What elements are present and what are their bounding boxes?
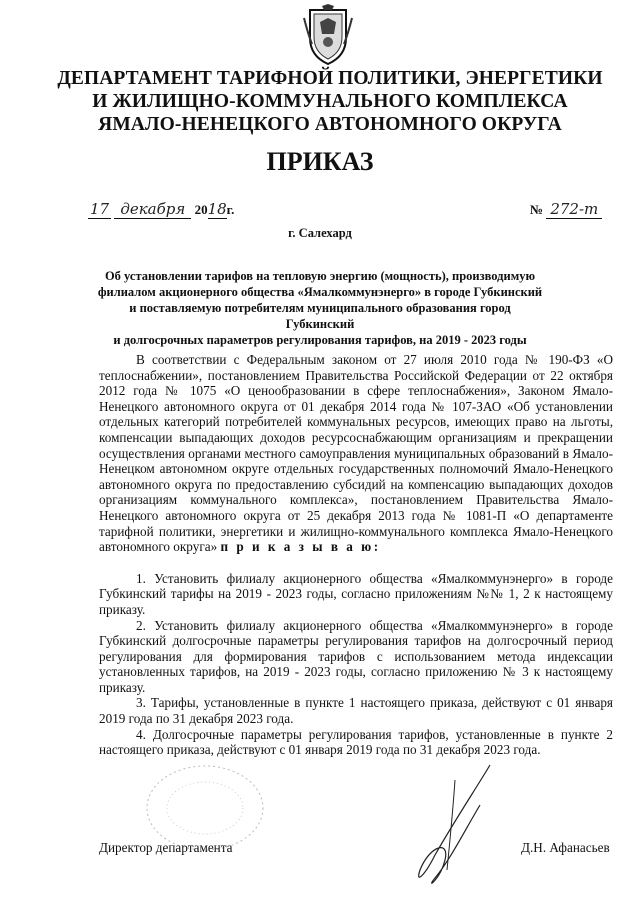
order-item-4: 4. Долгосрочные параметры регулирования тарифов, установленные в пункте 2 настоящего приказа, действуют с 01 января 2019 года по 31 декабря 2023 года. xyxy=(99,726,613,758)
organization-name-line-2: И ЖИЛИЩНО-КОММУНАЛЬНОГО КОМПЛЕКСА xyxy=(92,91,568,112)
order-subject xyxy=(95,268,545,348)
date-year-suffix: 18 xyxy=(207,200,227,218)
organization-name-line-1: ДЕПАРТАМЕНТ ТАРИФНОЙ ПОЛИТИКИ, ЭНЕРГЕТИКИ xyxy=(57,68,603,89)
order-item-2: 2. Установить филиалу акционерного общества «Ямалкоммунэнерго» в городе Губкинский долгосрочные параметры регулирования тарифов на долгосрочный период регулирования для формирования тарифов с использованием метода индексации установленных тарифов, на 2019 - 2023 годы, согласно приложению № 3 к настоящему приказу. xyxy=(99,617,613,695)
signatory-name: Д.Н. Афанасьев xyxy=(521,840,610,855)
date-month: декабря xyxy=(114,200,191,219)
preamble-paragraph xyxy=(99,352,613,555)
order-word: п р и к а з ы в а ю: xyxy=(220,539,381,555)
organization-name-line-3: ЯМАЛО-НЕНЕЦКОГО АВТОНОМНОГО ОКРУГА xyxy=(98,114,562,135)
date-unit: г. xyxy=(226,202,235,217)
date-day: 17 xyxy=(90,200,110,218)
subject-line-3: и поставляемую потребителям муниципального образования город Губкинский xyxy=(129,301,511,331)
order-body xyxy=(99,352,613,758)
order-item-3: 3. Тарифы, установленные в пункте 1 настоящего приказа, действуют с 01 января 2019 года по 31 декабря 2023 года. xyxy=(99,695,613,727)
coat-of-arms-emblem xyxy=(302,4,354,68)
subject-line-2: филиалом акционерного общества «Ямалкоммунэнерго» в городе Губкинский xyxy=(97,285,543,299)
date-year-prefix: 20 xyxy=(194,202,208,217)
signatory-position: Директор департамента xyxy=(99,840,233,855)
subject-line-1: Об установлении тарифов на тепловую энергию (мощность), производимую xyxy=(104,269,536,283)
director-signature xyxy=(395,760,515,895)
preamble-text: В соответствии с Федеральным законом от 27 июля 2010 года № 190-ФЗ «О теплоснабжении», постановлением Правительства Российской Федерации от 22 октября 2012 года № 1075 «О ценообразовании в сфере теплоснабжения», Законом Ямало-Ненецкого автономного округа от 01 декабря 2014 года № 107-ЗАО «Об установлении отдельных категорий потребителей коммунальных ресурсов, имеющих право на льготы, компенсации выпадающих доходов ресурсоснабжающим организациям и прекращении осуществления органами местного самоуправления муниципальных образований в Ямало-Ненецком автономном округе отдельных государственных полномочий Ямало-Ненецкого автономного округа по предоставлению субсидий на компенсацию выпадающих доходов организациям коммунального комплекса», постановлением Правительства Ямало-Ненецкого автономного округа от 25 декабря 2013 года № 1081-П «О департаменте тарифной политики, энергетики и жилищно-коммунального комплекса Ямало-Ненецкого автономного округа» xyxy=(99,352,613,555)
order-number xyxy=(530,200,602,218)
number-value: 272-т xyxy=(546,200,602,219)
order-item-1: 1. Установить филиалу акционерного общества «Ямалкоммунэнерго» в городе Губкинский тарифы на 2019 - 2023 годы, согласно приложениям №№ 1, 2 к настоящему приказу. xyxy=(99,570,613,617)
number-label: № xyxy=(530,202,544,217)
city-name: г. Салехард xyxy=(288,226,352,240)
document-type-title: ПРИКАЗ xyxy=(266,147,374,176)
subject-line-4: и долгосрочных параметров регулирования тарифов, на 2019 - 2023 годы xyxy=(113,333,527,347)
order-date xyxy=(88,200,234,218)
